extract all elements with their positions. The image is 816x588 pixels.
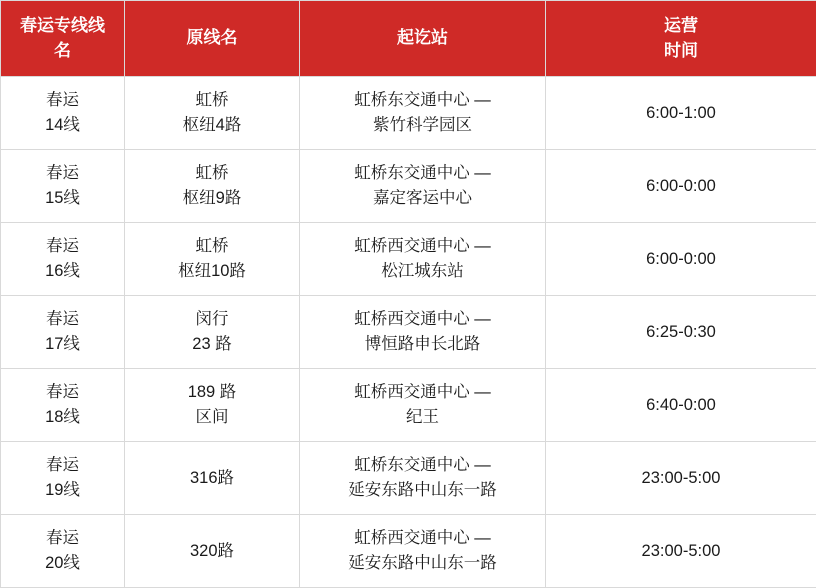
operating-time-text: 6:40-0:00 xyxy=(646,395,716,414)
cell-line-name xyxy=(1,442,125,515)
cell-operating-time xyxy=(546,223,816,296)
line-name-text-1: 春运 xyxy=(46,310,79,329)
cell-original-name xyxy=(125,442,300,515)
operating-time-text: 6:00-0:00 xyxy=(646,176,716,195)
cell-operating-time xyxy=(546,150,816,223)
table-row xyxy=(1,223,816,296)
cell-terminals xyxy=(300,150,546,223)
cell-terminals xyxy=(300,296,546,369)
line-name-text-1: 春运 xyxy=(46,456,79,475)
cell-original-name xyxy=(125,369,300,442)
cell-line-name xyxy=(1,369,125,442)
line-name-text-1: 春运 xyxy=(46,529,79,548)
terminals-text-2: 延安东路中山东一路 xyxy=(348,481,497,499)
table-header xyxy=(1,1,816,77)
cell-original-name xyxy=(125,150,300,223)
column-header-terminals-text: 起讫站 xyxy=(397,28,448,48)
cell-terminals xyxy=(300,515,546,588)
operating-time-text: 23:00-5:00 xyxy=(641,468,721,487)
terminals-text-2: 松江城东站 xyxy=(381,262,464,280)
line-name-text-2: 15线 xyxy=(45,189,80,207)
terminals-text-1: 虹桥东交通中心 — xyxy=(354,91,491,110)
cell-operating-time xyxy=(546,77,816,150)
original-name-text-1: 虹桥 xyxy=(195,237,229,256)
terminals-text-2: 嘉定客运中心 xyxy=(373,189,472,207)
operating-time-text: 6:25-0:30 xyxy=(646,322,716,341)
table-row xyxy=(1,77,816,150)
terminals-text-1: 虹桥东交通中心 — xyxy=(354,164,491,183)
column-header-terminals xyxy=(300,1,546,77)
table-row xyxy=(1,442,816,515)
column-header-line-name-text-1: 春运专线线 xyxy=(20,15,105,35)
cell-line-name xyxy=(1,296,125,369)
table-header-row xyxy=(1,1,816,77)
table-row xyxy=(1,150,816,223)
cell-terminals xyxy=(300,77,546,150)
cell-operating-time xyxy=(546,296,816,369)
line-name-text-1: 春运 xyxy=(46,237,79,256)
cell-operating-time xyxy=(546,515,816,588)
terminals-text-2: 延安东路中山东一路 xyxy=(348,554,497,572)
table-row xyxy=(1,515,816,588)
column-header-operating-time xyxy=(546,1,816,77)
table-row xyxy=(1,296,816,369)
column-header-line-name xyxy=(1,1,125,77)
original-name-text-1: 闵行 xyxy=(195,310,229,329)
cell-original-name xyxy=(125,296,300,369)
original-name-text-1: 316路 xyxy=(189,468,235,487)
cell-line-name xyxy=(1,515,125,588)
original-name-text-1: 320路 xyxy=(189,541,235,560)
cell-original-name xyxy=(125,515,300,588)
cell-operating-time xyxy=(546,442,816,515)
column-header-line-name-text-2: 名 xyxy=(54,40,71,60)
column-header-original-name xyxy=(125,1,300,77)
terminals-text-1: 虹桥西交通中心 — xyxy=(354,310,491,329)
original-name-text-2: 区间 xyxy=(195,408,229,426)
line-name-text-2: 14线 xyxy=(45,116,80,134)
cell-terminals xyxy=(300,442,546,515)
line-name-text-2: 20线 xyxy=(45,554,80,572)
operating-time-text: 23:00-5:00 xyxy=(641,541,721,560)
line-name-text-2: 16线 xyxy=(45,262,80,280)
original-name-text-2: 23 路 xyxy=(192,335,232,353)
column-header-operating-time-text-1: 运营 xyxy=(664,15,698,35)
terminals-text-2: 纪王 xyxy=(406,408,439,426)
cell-line-name xyxy=(1,223,125,296)
original-name-text-2: 枢纽9路 xyxy=(182,189,242,207)
table-row xyxy=(1,369,816,442)
cell-operating-time xyxy=(546,369,816,442)
original-name-text-2: 枢纽4路 xyxy=(182,116,242,134)
column-header-original-name-text: 原线名 xyxy=(186,28,238,48)
terminals-text-2: 博恒路申长北路 xyxy=(364,335,481,353)
cell-original-name xyxy=(125,223,300,296)
cell-terminals xyxy=(300,223,546,296)
cell-terminals xyxy=(300,369,546,442)
line-name-text-2: 17线 xyxy=(45,335,80,353)
line-name-text-1: 春运 xyxy=(46,91,79,110)
table-body xyxy=(1,77,816,588)
terminals-text-1: 虹桥东交通中心 — xyxy=(354,456,491,475)
line-name-text-2: 18线 xyxy=(45,408,80,426)
original-name-text-2: 枢纽10路 xyxy=(178,262,246,280)
operating-time-text: 6:00-0:00 xyxy=(646,249,716,268)
cell-line-name xyxy=(1,77,125,150)
cell-original-name xyxy=(125,77,300,150)
line-name-text-2: 19线 xyxy=(45,481,80,499)
terminals-text-1: 虹桥西交通中心 — xyxy=(354,383,491,402)
line-name-text-1: 春运 xyxy=(46,383,79,402)
column-header-operating-time-text-2: 时间 xyxy=(664,40,698,60)
terminals-text-1: 虹桥西交通中心 — xyxy=(354,529,491,548)
cell-line-name xyxy=(1,150,125,223)
original-name-text-1: 虹桥 xyxy=(195,91,229,110)
line-name-text-1: 春运 xyxy=(46,164,79,183)
original-name-text-1: 189 路 xyxy=(187,383,237,402)
terminals-text-2: 紫竹科学园区 xyxy=(373,116,472,134)
original-name-text-1: 虹桥 xyxy=(195,164,229,183)
terminals-text-1: 虹桥西交通中心 — xyxy=(354,237,491,256)
operating-time-text: 6:00-1:00 xyxy=(646,103,716,122)
